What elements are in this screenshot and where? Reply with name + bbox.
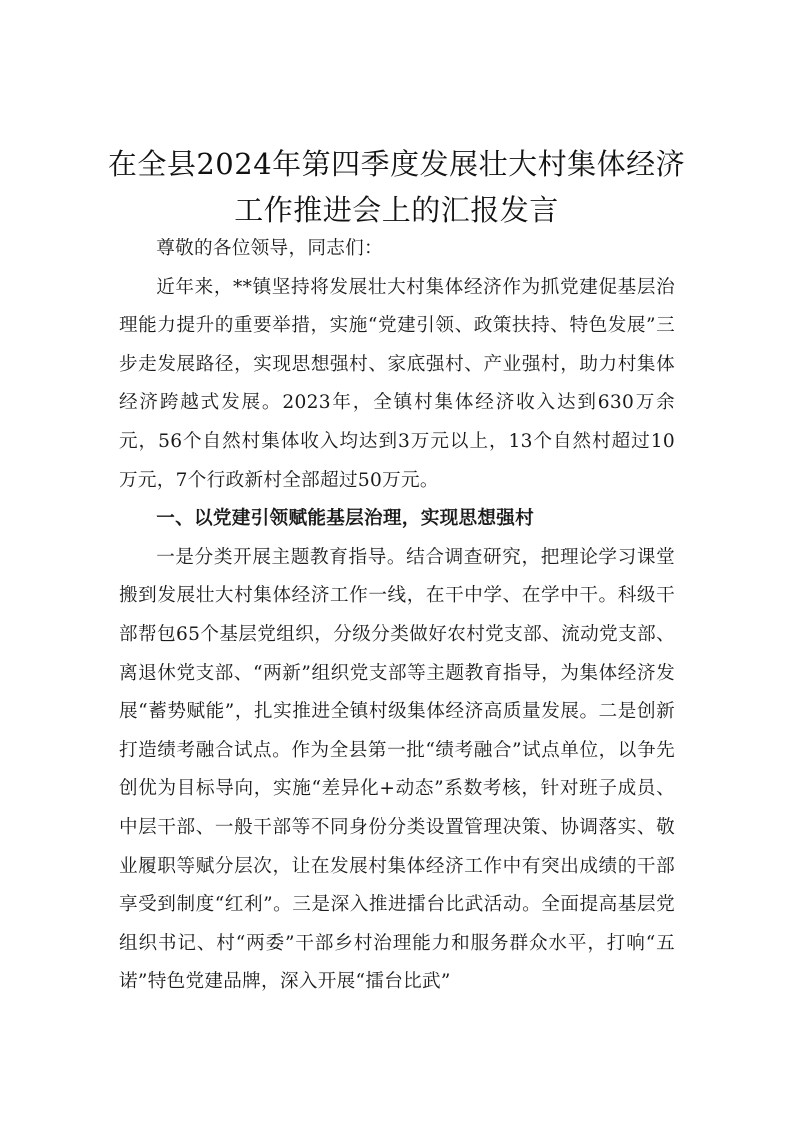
intro-paragraph: 近年来，**镇坚持将发展壮大村集体经济作为抓党建促基层治理能力提升的重要举措，实施“党建引领、政策扶持、特色发展”三步走发展路径，实现思想强村、家底强村、产业强村，助力村集体经济跨越式发展。2023年，全镇村集体经济收入达到630万余元，56个自然村集体收入均达到3万元以上，13个自然村超过10万元，7个行政新村全部超过50万元。 (119, 276, 675, 491)
salutation: 尊敬的各位领导，同志们： (156, 238, 383, 259)
document-title-line-2: 工作推进会上的汇报发言 (234, 193, 559, 227)
document-body (119, 230, 675, 1002)
section-paragraph: 一是分类开展主题教育指导。结合调查研究，把理论学习课堂搬到发展壮大村集体经济工作一线，在干中学、在学中干。科级干部帮包65个基层党组织，分级分类做好农村党支部、流动党支部、离退休党支部、“两新”组织党支部等主题教育指导，为集体经济发展“蓄势赋能”，扎实推进全镇村级集体经济高质量发展。二是创新打造绩考融合试点。作为全县第一批“绩考融合”试点单位，以争先创优为目标导向，实施“差异化+动态”系数考核，针对班子成员、中层干部、一般干部等不同身份分类设置管理决策、协调落实、敬业履职等赋分层次，让在发展村集体经济工作中有突出成绩的干部享受到制度“红利”。三是深入推进擂台比武活动。全面提高基层党组织书记、村“两委”干部乡村治理能力和服务群众水平，打响“五诺”特色党建品牌，深入开展“擂台比武” (119, 546, 675, 993)
document-title-line-1: 在全县2024年第四季度发展壮大村集体经济 (107, 147, 686, 181)
section-heading: 一、以党建引领赋能基层治理，实现思想强村 (156, 508, 535, 530)
